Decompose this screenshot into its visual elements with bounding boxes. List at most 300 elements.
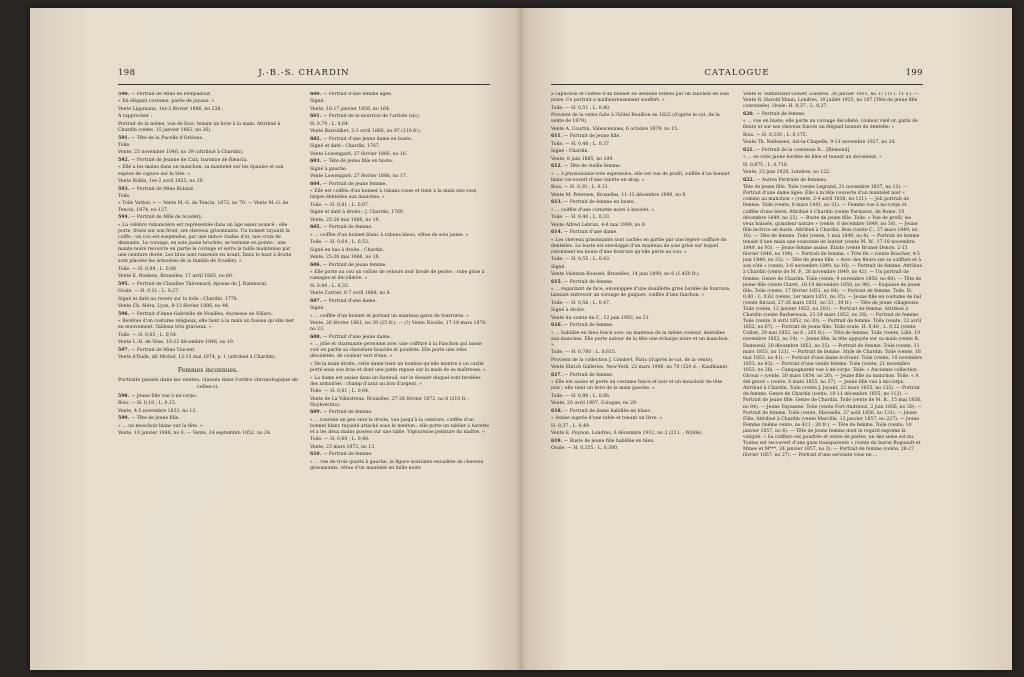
catalogue-entry	[118, 158, 298, 164]
entry-text: Toile. — H. 0,51 ; L. 0,40.	[551, 105, 611, 111]
entry-line	[118, 223, 298, 266]
entry-text: Signé et daté : Chardin, 1767.	[310, 144, 381, 150]
entry-text: H. 0,37 ; L. 0,49.	[551, 423, 591, 429]
entry-text: Vente, 26 février 1861, no 39 (25 fr.). — (?) Vente Nicolle, 17-18 mars 1870, no 23.	[310, 321, 487, 333]
entry-text: — Portrait de dame habillée en blanc.	[563, 408, 652, 414]
entry-text: Vente Ch. Méra, Lyon, 8-13 février 1886, no 44.	[118, 304, 230, 310]
entry-line	[743, 92, 923, 110]
entry-text: Vente Th. Nellessen, Aix-la-Chapelle, 9-11 novembre 1927, no 24.	[743, 140, 896, 146]
entry-number: 603.	[310, 159, 322, 165]
entry-line	[551, 127, 731, 133]
entry-line	[551, 301, 731, 307]
entry-text: « ... coiffée d'un bonnet blanc à rubans bleus, vêtue de soie jaune. »	[310, 232, 469, 238]
entry-text: — Portrait de femme.	[755, 111, 806, 117]
entry-text: — Portrait de Mme Vincent.	[130, 347, 196, 353]
catalogue-entry	[551, 230, 731, 236]
entry-text: Provient de la vente faite à l'hôtel Bouillon en 1822 (d'après le cat. de la vente de 1879).	[551, 113, 720, 125]
header-rule	[551, 84, 923, 85]
entry-line	[118, 333, 298, 339]
entry-line	[551, 265, 731, 271]
catalogue-entry	[118, 187, 298, 193]
entry-line	[310, 240, 490, 246]
entry-line	[118, 150, 298, 156]
entry-line	[118, 107, 298, 113]
entry-text: « ... vue de trois quarts à gauche, la figure souriante encadrée de cheveux grisonnants, vêtue d'un mantelet en faille noire	[310, 459, 484, 471]
entry-number: 608.	[310, 334, 322, 340]
entry-text: — Tête de jeune fille en buste.	[322, 159, 394, 165]
entry-text: « ... jolie et charmante personne avec une coiffure à la Fanchon qui laisse voir en partie sa chevelure bouclée et poudrée. Elle porte une robe décolletée, de couleur vert d'eau. »	[310, 342, 482, 360]
entry-text: « Toile Vatton. » — Vente M.-G. de Tencin, 1872, no 70. — Vente M.-G. de Tencin, 1874, no 127.	[118, 201, 289, 213]
entry-text: à capuchon et coiffée d'un bonnet en dentelle retenu par un fanchon en soie noire. Ce portrait a malheureusement souffert. »	[551, 92, 729, 104]
entry-text: — Portrait de Mme Roland.	[130, 186, 195, 192]
entry-text: — Portrait d'une jeune dame.	[322, 334, 391, 340]
catalogue-entry	[743, 148, 923, 154]
entry-text: Vente Valentin Roussel, Bruxelles, 14 juin 1899, no 6 (1.450 fr.).	[551, 272, 701, 278]
entry-text: Tête de jeune fille. Toile (vente Legrand, 21 novembre 1837, no 13). — Portrait d'une dame âgée. Elle a la tête couverte d'un mantelet noir « comme au manchon » (vente, 2-4 avril 1838, no 121). — Joli portrait de femme. Toile (vente, 8 mars 1841, no 21). — Femme vue à mi-corps et coiffée d'une bérel. Attribué à Chardin (vente Parmarot, de Rome, 10 décembre 1849, no 25). — Buste de jeune fille. Toile. « Vue de profil, les yeux baissés, grandeur nature » (vente, 6 décembre 1849, no 30). — Jeune fille lectrice en buste. Attribué à Chardin. Bois (vente C., 27 mars 1849, no 10). — Tête de femme. Toile (vente, 1 mai 1849, no 8). — Portrait de femme tenant d'une main une couronne de laurier (vente M. W., 17-18 novembre 1849, no 93). — Jeune femme assise. Étude (vente Brunet-Denon, 2-13 février 1846, no 198). — Portrait de femme. « Très fin » (vente Boucher, 4-5 juin 1849, no 33). — Tête de jeune fille. « Avec des fleurs sur sa coiffure et à son côté » (vente, 3-6 novembre 1849, no 16). — Portrait de femme. Attribué à Chardin (vente de M. F., 26 novembre 1849, no 42). — Un portrait de femme. Genre de Chardin. Toile (vente, 9 novembre 1850, no 60). — Tête de jeune fille (vente Claret, 16-19 décembre 1850, no 96). — Esquisse de jeune fille. Toile (vente, 17 février 1851, no 84). — Portrait de femme. Toile. H. 0,80 ; L. 0,62 (vente, 1er mars 1851, no 35). — Jeune fille en costume de bal (vente Biraud, 27-28 mars 1851, no 33 ; 39 fr.). — Tête de jeune villageoise. Toile (vente, 12 janvier 1852, no 201). — Portrait de femme. Attribué à Chardin (vente Barbereaux, 22-24 mars 1852, no 28). — Portrait de femme. Toile (vente, 8 avril 1852, no 30). — Portrait de femme. Toile (vente, 23 avril 1852, no 67). — Portrait de jeune fille. Toile ovale. H. 0,40 ; L. 0,32 (vente Colbet, 29 mai 1852, no 6 ; 205 fr.). — Tête de femme. Toile (vente, Lille, 19 novembre 1852, no 14). — Jeune fille, la tête appuyée sur sa main (vente R. Dumesnil, 20 décembre 1852, no 25). — Portrait de femme. Toile (vente, 11 mars 1853, no 121). — Portrait de femme. Style de Chardin. Toile (vente, 16 mai 1853, no 41). — Portrait d'une dame écrivant. Toile (vente, 10 novembre 1853, no 63). — Portrait d'une vieille femme. Toile (vente, 21 novembre 1853, no 38). — Campagnarde vue à mi-corps. Toile. « Ancienne collection Giroux » (vente, 30 mars 1854, no 20). — Jeune fille au manchon. Toile. « A été gravé » (vente, 6 mars 1855, no 37). — Jeune fille vue à mi-corps. Attribué à Chardin. Toile (vente J. Joyant, 22 mars 1855, no 135). — Portrait de femme. Genre de Chardin (vente, 10-11 décembre 1855, no 112). — Portrait de jeune fille. Genre de Chardin. Toile (vente de M. B., 15 mai 1856, no 84). — Jeune Paysanne. Toile (vente Fort-Andrieux, 2 juin 1856, no 30). — Portrait de femme. Toile (vente, Marseille, 27 août 1856, no 131). — Jeune Fille. Attribué à Chardin (vente Marcille, 12 janvier 1857, no 227). — Jeune Femme (même vente, no 421 ; 20 fr.). — Tête de femme. Toile (vente, 10 janvier 1857, no 6). — Tête de jeune femme dont le regard exprime la volupté. « Sa coiffure est poudrée et ornée de perles, un des seins est nu. Toutes est recouvert d'une gaze transparente » (vente du baron Roguault et Mmes et M***, 24 janvier 1857, no 3). — Portrait de femme (vente, 26-27 février 1857, no 27). — Portrait d'une servante vous ne ...	[743, 185, 923, 459]
catalogue-entry	[551, 409, 731, 415]
section-subtitle: Portraits passés dans les ventes, classés dans l'ordre chronologique de celles-ci.	[118, 377, 298, 390]
catalogue-entry	[118, 394, 298, 400]
entry-line	[310, 129, 490, 135]
entry-text: Vente de La Villestreux, Bruxelles, 27-28 février 1872, no 8 (210 fr. ; Huybrechts).	[310, 396, 470, 408]
entry-line	[310, 314, 490, 320]
catalogue-entry	[743, 112, 923, 118]
entry-text: Ovale. — H. 0,355 ; L. 0,300.	[551, 446, 619, 452]
entry-line	[310, 255, 490, 261]
entry-line	[310, 174, 490, 180]
entry-text: Signé.	[310, 99, 325, 105]
entry-number: 595.	[118, 281, 130, 287]
entry-text: Signé en bas à droite : Chardin.	[310, 247, 385, 253]
entry-line	[551, 92, 731, 104]
running-title: CATALOGUE	[704, 68, 770, 78]
entry-number: 616.	[551, 323, 563, 329]
entry-text: — Portrait de femme.	[563, 323, 614, 329]
entry-text: Vente, 8 juin 1885, no 109.	[551, 156, 614, 162]
entry-text: « Revêtue d'un costume religieux, elle tient à la main un fuseau qu'elle met en mouvement. Tableau très gracieux. »	[118, 318, 294, 331]
entry-number: 622.	[743, 177, 755, 183]
entry-text: Toile. — H. 0,65 ; L. 0,54.	[118, 332, 178, 338]
entry-text: « Elle est coiffée d'un bonnet à rubans roses et tient à la main une rose, larges dentelles aux manches. »	[310, 189, 478, 201]
entry-text: — Autres Portraits de femmes.	[755, 177, 828, 183]
entry-line	[118, 99, 298, 105]
entry-text: Vente R. Sutherland Gower, Londres, 28 janvier 1911, no 37 (11 l. 11 s.). — Vente R. Harold Mann, Londres, 10 juillet 1925, no 107 (Tête de jeune fille couronnée). Ovale. H. 0,37 ; L. 0,27.	[743, 92, 919, 110]
catalogue-entry	[310, 159, 490, 165]
entry-number: 600.	[310, 92, 322, 97]
entry-text: Vente Lowengard, 27 février 1866, no 16.	[310, 151, 408, 157]
entry-line	[551, 113, 731, 125]
entry-line	[743, 185, 923, 459]
entry-text: — Portrait d'une femme âgée.	[322, 92, 393, 97]
entry-number: 598.	[118, 393, 130, 399]
entry-line	[551, 287, 731, 299]
entry-line	[118, 431, 298, 437]
entry-text: — Portrait de femme.	[563, 372, 614, 378]
right-page-header	[551, 68, 923, 80]
entry-line	[118, 424, 298, 430]
catalogue-entry	[118, 282, 298, 288]
entry-text: Vente Barroilhet, 2-3 avril 1860, no 97 (210 fr.).	[310, 129, 422, 135]
entry-text: « Les cheveux grisonnants sont cachés en partie par une légère coiffure de dentelles. Le buste est enveloppé d'un manteau de soie grise sur lequel retombent les bouts d'une fourrure qu'elle porte au cou. »	[551, 237, 727, 255]
entry-text: « De la main droite, cette dame tient un bonbon qu'elle montre à un carlin porté sous son bras et dont une patte repose sur la main de sa maîtresse. »	[310, 361, 486, 374]
entry-line	[118, 267, 298, 273]
entry-line	[743, 170, 923, 176]
catalogue-entry	[118, 215, 298, 221]
entry-line	[551, 380, 731, 392]
entry-text: — Portrait de Mme de Pompadour.	[130, 92, 212, 97]
catalogue-entry	[310, 299, 490, 305]
entry-number: 621.	[743, 147, 755, 153]
entry-line	[551, 316, 731, 322]
entry-line	[551, 424, 731, 430]
entry-line	[310, 99, 490, 105]
entry-line	[118, 194, 298, 200]
entry-line	[310, 218, 490, 224]
entry-text: « Elle est assise et porte un costume foncé et noir et un mouchoir de tête noir ; elle tient un livre de la main gauche. »	[551, 380, 723, 392]
entry-line	[310, 460, 490, 472]
entry-text: — Portrait de femme.	[322, 225, 373, 231]
book-spread	[30, 8, 1012, 670]
entry-text: Vente, 20 avril 1907, Cologne, no 29.	[551, 401, 638, 407]
entry-text: — Portrait de femme en buste.	[563, 200, 635, 206]
entry-text: — Portrait de femme.	[563, 279, 614, 285]
entry-text: « En élégant costume, parée de joyaux. »	[118, 99, 215, 105]
entry-text: Toile. — H. 0,81 ; L. 0,64.	[310, 389, 370, 395]
entry-text: Vente, 23 mars 1872, no 13.	[310, 444, 376, 450]
entry-line	[551, 185, 731, 191]
entry-text: Toile. — H. 0,64 ; L. 0,53.	[310, 240, 370, 246]
entry-line	[551, 394, 731, 400]
entry-text: — Portrait de la comtesse R... [Remond].	[755, 147, 851, 153]
catalogue-entry	[551, 200, 731, 206]
entry-text: — Portrait d'une dame.	[563, 230, 618, 236]
entry-line	[310, 107, 490, 113]
entry-text: Bois. — H. 0,30 ; L. 0,31.	[551, 185, 610, 191]
entry-line	[310, 397, 490, 409]
right-page	[521, 8, 1012, 670]
entry-text: « ... en robe jaune bordée de bleu et tenant un document. »	[743, 155, 882, 161]
entry-line	[310, 189, 490, 201]
entry-text: Vente Lowengard, 27 février 1866, no 17.	[310, 174, 408, 180]
catalogue-entry	[118, 312, 298, 318]
entry-number: 611.	[551, 134, 563, 140]
entry-text: — Portrait de femme.	[322, 410, 373, 416]
entry-line	[310, 144, 490, 150]
entry-text: « ... tournée un peu vers la droite, vue jusqu'à la ceinture, coiffée d'un bonnet blanc tuyauté attaché sous le menton ; elle porte un tablier à bavette et a les deux mains posées sur une table. Vigoureuse peinture du maître. »	[310, 417, 489, 435]
catalogue-entry	[551, 373, 731, 379]
entry-line	[118, 179, 298, 185]
entry-text: Vente A. Courtin, Valenciennes, 6 octobre 1879, no 15.	[551, 126, 679, 132]
entry-line	[118, 304, 298, 310]
entry-text: — Portrait de jeune femme.	[322, 181, 387, 187]
entry-line	[551, 223, 731, 229]
page-number: 198	[118, 68, 136, 78]
entry-line	[118, 165, 298, 177]
entry-text: Vente M. Petersen, Bruxelles, 11-13 décembre 1890, no 9.	[551, 192, 687, 198]
entry-text: Vente, 4-5 novembre 1833, no 13.	[118, 408, 197, 414]
entry-text: « Elle porte au cou un collier de velours noir brodé de perles ; robe grise à ramages et décolletée. »	[310, 270, 485, 282]
entry-line	[743, 163, 923, 169]
entry-number: 596.	[118, 311, 130, 317]
running-title: J.-B.-S. CHARDIN	[258, 68, 350, 78]
entry-text: « ... à physionomie très expressive, elle est vue de profil, coiffée d'un bonnet blanc recouvert d'une calotte en drap. »	[551, 171, 730, 183]
entry-line	[310, 233, 490, 239]
entry-line	[118, 409, 298, 415]
entry-text: « ... un mouchoir blanc sur la tête. »	[118, 423, 203, 429]
entry-number: 590.	[118, 92, 130, 97]
entry-line	[310, 248, 490, 254]
entry-text: Toile. — H. 0,60 ; L. 0,48.	[310, 437, 370, 443]
catalogue-entry	[310, 114, 490, 120]
entry-number: 609.	[310, 410, 322, 416]
entry-text: « Elle a les mains dans un manchon, sa mantelet sur les épaules et son espèce de capuce sur la tête. »	[118, 165, 284, 177]
entry-line	[551, 257, 731, 263]
catalogue-entry	[310, 410, 490, 416]
entry-line	[551, 401, 731, 407]
entry-text: Vente du comte de C., 12 juin 1903, no 51.	[551, 315, 651, 321]
catalogue-entry	[743, 178, 923, 184]
entry-line	[310, 210, 490, 216]
entry-number: 597.	[118, 347, 130, 353]
entry-line	[310, 122, 490, 128]
catalogue-entry	[310, 137, 490, 143]
entry-text: Ovale. — H. 0,31 ; L. 0,27.	[118, 289, 180, 295]
entry-text: Toile. — H. 0,760 ; L. 0,615.	[551, 350, 617, 356]
entry-text: « Assise auprès d'une table et tenant un livre. »	[551, 416, 663, 422]
entry-number: 613.	[551, 200, 563, 206]
entry-text: — Portrait d'Anne-Gabrielle de Noailles, duchesse de Villars.	[130, 311, 273, 317]
entry-line	[551, 431, 731, 437]
entry-line	[310, 306, 490, 312]
entry-line	[310, 152, 490, 158]
entry-text: — Portrait d'une dame.	[322, 298, 377, 304]
entry-text: Signé à droite.	[551, 308, 586, 314]
entry-number: 592.	[118, 157, 130, 163]
entry-number: 610.	[310, 452, 322, 458]
catalogue-entry	[551, 134, 731, 140]
entry-text: Toile.	[118, 194, 131, 199]
entry-text: « ... regardant de face, enveloppée d'une douillette grise bordée de fourrure, laissant entrevoir un corsage de guipure, coiffée d'une fanchon. »	[551, 287, 731, 299]
entry-number: 619.	[551, 438, 563, 444]
entry-line	[118, 143, 298, 149]
entry-text: Vente, 25-26 mai 1866, no 18.	[310, 255, 380, 261]
entry-line	[310, 284, 490, 290]
entry-line	[118, 114, 298, 120]
catalogue-entry	[310, 263, 490, 269]
entry-line	[551, 308, 731, 314]
entry-number: 602.	[310, 136, 322, 142]
entry-text: « ... coiffée d'un bonnet et portant un manteau garni de fourrures. »	[310, 313, 469, 319]
entry-number: 617.	[551, 372, 563, 378]
entry-text: — Buste de jeune fille habillée en bleu.	[563, 438, 655, 444]
entry-text: Vente d'Eude, dit Michel, 12-13 mai 1874, p. 1 (attribué à Chardin).	[118, 355, 276, 361]
entry-line	[310, 418, 490, 436]
entry-line	[118, 122, 298, 134]
header-rule	[118, 84, 490, 85]
entry-number: 593.	[118, 186, 130, 192]
entry-text: Vente, 23 juin 1928, Londres, no 122.	[743, 170, 831, 176]
entry-text: Vente Alfred Lebrun, 4-6 mai 1899, no 8.	[551, 222, 647, 228]
left-page-header	[118, 68, 490, 80]
entry-line	[310, 167, 490, 173]
entry-text: Toile. — H. 0,81 ; L. 0,67.	[310, 202, 370, 208]
entry-text: Provient de la collection J. Condert, Paris (d'après le cat. de la vente).	[551, 357, 714, 363]
entry-text: H. 0,44 ; L. 0,33.	[310, 283, 350, 289]
entry-text: — Tête de la Pucelle d'Orléans.	[130, 135, 204, 141]
catalogue-entry	[551, 439, 731, 445]
entry-line	[551, 157, 731, 163]
entry-text: « La célèbre romancière est représentée dans un âge assez avancé ; elle porte, frisés sur son front, ses cheveux grisonnants. Un bonnet tuyauté la coiffe ; un cou est suspendue, par une mince chaîne d'or, une croix de diamants. Le corsage, en soie jaune brochée, se termine en pointe ; une mante noire recouvre en partie le corsage et serre la taille maintenue par une ceinture dorée. Les bras sont ramenés en avant. Dans le haut à droite sont placées les armoiries de la famille de Scudéry. »	[118, 222, 292, 265]
entry-line	[118, 319, 298, 331]
entry-text: Toile. — H. 0,84 ; L. 0,68.	[118, 266, 178, 272]
entry-number: 614.	[551, 230, 563, 236]
entry-line	[551, 358, 731, 364]
entry-text: — Portrait de la nourrice de l'artiste (sic).	[322, 114, 421, 120]
entry-number: 599.	[118, 416, 130, 422]
entry-text: A rapprocher :	[118, 114, 153, 120]
entry-text: Vente E. Poynon, Londres, 6 décembre 1912, no 3 (22 l. ; Wylde).	[551, 431, 703, 437]
entry-line	[118, 401, 298, 407]
entry-text: Signé : Chardin.	[551, 149, 589, 155]
entry-number: 607.	[310, 298, 322, 304]
entry-line	[551, 446, 731, 452]
left-page	[30, 8, 521, 670]
entry-text: Toile. — H. 0,80 ; L. 0,66.	[551, 393, 611, 399]
entry-text: — Portrait de femme.	[322, 452, 373, 458]
entry-line	[118, 340, 298, 346]
entry-text: Bois. — H. 0,230 ; L. 0,175.	[743, 132, 808, 138]
entry-text: — Portrait d'une jeune dame en buste.	[322, 136, 413, 142]
entry-number: 620.	[743, 111, 755, 117]
entry-text: — Tête de vieille femme.	[563, 164, 622, 170]
entry-number: 606.	[310, 262, 322, 268]
entry-text: Signé et daté à droite : J. Chardin, 1769.	[310, 210, 405, 216]
entry-text: Vente, 23 novembre 1846, no 39 (attribué à Chardin).	[118, 150, 244, 156]
entry-number: 605.	[310, 225, 322, 231]
section-title: Femmes inconnues.	[177, 367, 239, 375]
entry-number: 591.	[118, 135, 130, 141]
entry-text: H. 0,79 ; L. 0,64.	[310, 121, 350, 127]
catalogue-entry	[551, 164, 731, 170]
entry-line	[551, 106, 731, 112]
entry-text: Signé.	[551, 264, 566, 270]
entry-text: « ... vue en buste, elle porte un corsage décolleté, couleur vieil or, garni de fleurs et sur ses cheveux foncés un élégant bonnet de dentelle. »	[743, 119, 918, 131]
entry-number: 618.	[551, 408, 563, 414]
catalogue-entry	[310, 452, 490, 458]
entry-text: « ... coiffée d'une cornette noire à bavolet. »	[551, 207, 655, 213]
entry-line	[118, 289, 298, 295]
entry-line	[310, 437, 490, 443]
entry-text: Toile. — H. 0,56 ; L. 0,47.	[551, 300, 611, 306]
entry-line	[743, 155, 923, 161]
entry-text: Vente L.-D. de Véze, 10-22 décembre 1846, no 19.	[118, 340, 235, 346]
entry-text: Vente Carrier, 6-7 avril 1868, no 8.	[310, 291, 392, 297]
catalogue-entry	[310, 225, 490, 231]
entry-line	[551, 172, 731, 184]
entry-line	[310, 342, 490, 360]
entry-line	[310, 321, 490, 333]
entry-text: — Portrait de Mlle de Scudéry.	[130, 215, 203, 221]
entry-line	[118, 355, 298, 361]
entry-line	[551, 142, 731, 148]
entry-text: Bois. — H. 0,19 ; L. 0,15.	[118, 401, 177, 407]
left-column-b	[310, 92, 490, 652]
entry-line	[743, 140, 923, 146]
entry-number: 612.	[551, 164, 563, 170]
entry-number: 601.	[310, 114, 322, 120]
catalogue-entry	[118, 136, 298, 142]
entry-line	[551, 238, 731, 256]
entry-line	[551, 331, 731, 349]
entry-text: Vente Rollin, 1er-2 avril 1853, no 29.	[118, 179, 204, 185]
entry-text: Toile.	[118, 143, 131, 148]
right-column-b	[743, 92, 923, 652]
entry-line	[551, 215, 731, 221]
catalogue-entry	[310, 335, 490, 341]
catalogue-entry	[551, 323, 731, 329]
entry-number: 604.	[310, 181, 322, 187]
entry-line	[118, 297, 298, 303]
entry-text: « La dame est assise dans un fauteuil, sur le dossier duquel sont brodées des armoiries : champ d'azur au lion d'argent. »	[310, 375, 481, 387]
entry-line	[310, 203, 490, 209]
entry-line	[551, 149, 731, 155]
entry-text: Toile. — H. 0,55 ; L. 0,43.	[551, 257, 611, 263]
entry-text: — Portrait de jeune femme.	[322, 262, 387, 268]
catalogue-entry	[118, 92, 298, 98]
entry-number: 615.	[551, 279, 563, 285]
entry-number: 594.	[118, 215, 130, 221]
catalogue-entry	[310, 92, 490, 98]
entry-text: Vente, 10 janvier 1848, no 6. — Vente, 24 septembre 1852, no 24.	[118, 431, 272, 437]
entry-line	[310, 445, 490, 451]
entry-text: Portrait de la même, vue de face, tenant un livre à la main. Attribué à Chardin (vente, 15 janvier 1862, no 26).	[118, 121, 281, 134]
right-column-a	[551, 92, 731, 652]
catalogue-entry	[310, 182, 490, 188]
catalogue-entry	[118, 416, 298, 422]
left-column-a	[118, 92, 298, 652]
catalogue-entry	[118, 348, 298, 354]
entry-text: Signé à gauche.	[310, 166, 348, 172]
entry-line	[310, 291, 490, 297]
entry-text: Vente E. Roelens, Bruxelles, 17 avril 1883, no 60.	[118, 274, 234, 280]
entry-line	[551, 350, 731, 356]
entry-line	[551, 208, 731, 214]
entry-text: — Jeune fille vue à mi-corps.	[130, 393, 198, 399]
entry-line	[118, 201, 298, 213]
entry-line	[310, 270, 490, 282]
entry-text: — Portrait de Claudine Thévenard, épouse de J. Rambaval.	[130, 281, 268, 287]
entry-text: Signé.	[310, 306, 325, 312]
entry-line	[310, 376, 490, 388]
entry-text: — Portrait de jeune fille.	[563, 134, 621, 140]
page-number: 199	[905, 68, 923, 78]
entry-text: Toile. — H. 0,48 ; L. 0,37.	[551, 141, 611, 147]
entry-line	[551, 193, 731, 199]
entry-text: — Tête de jeune fille.	[130, 416, 180, 422]
entry-text: Vente Ehrich Galleries, New-York, 22 mars 1906, no 70 (320 d. ; Kaufmann).	[551, 365, 729, 371]
entry-text: Signé et daté au revers sur la toile : Chardin, 1770.	[118, 296, 239, 302]
entry-line	[310, 389, 490, 395]
entry-line	[310, 362, 490, 374]
entry-line	[743, 133, 923, 139]
entry-line	[118, 274, 298, 280]
entry-line	[551, 272, 731, 278]
entry-text: H. 0,875 ; L. 0,710.	[743, 162, 789, 168]
entry-text: Vente Lippmann, 1er-2 février 1886, no 238.	[118, 106, 222, 112]
entry-text: Toile. — H. 0,40 ; L. 0,33.	[551, 215, 611, 221]
entry-line	[551, 365, 731, 371]
entry-text: Vente, 25-26 mai 1866, no 19.	[310, 217, 380, 223]
